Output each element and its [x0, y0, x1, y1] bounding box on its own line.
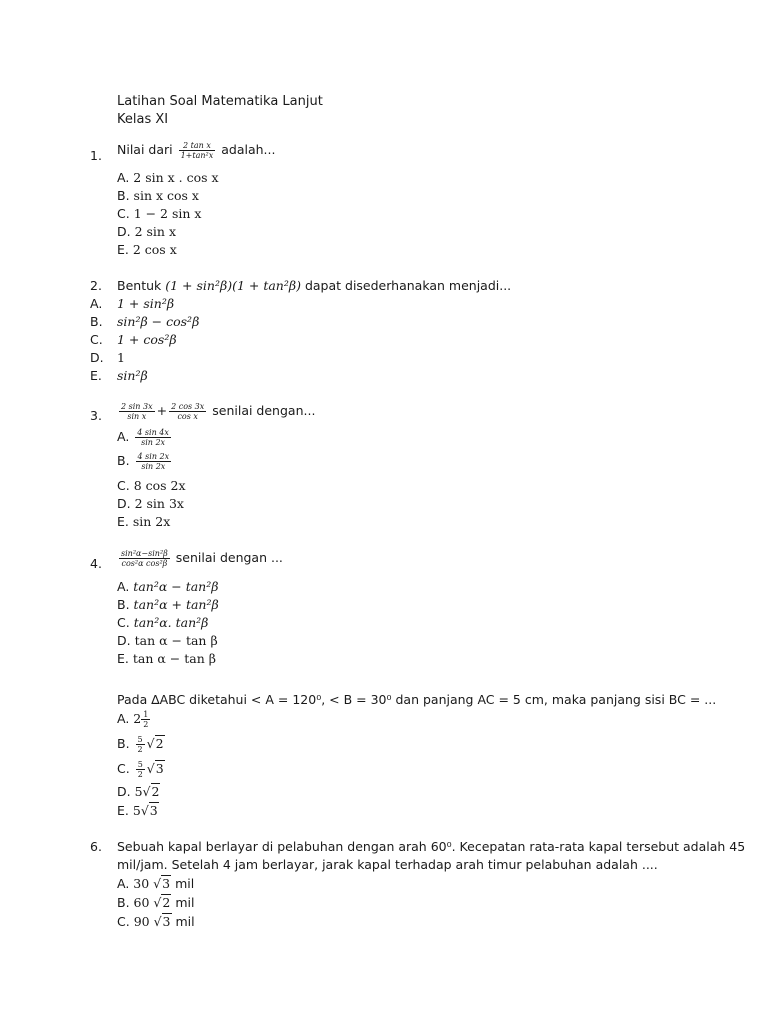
option-fraction: [136, 735, 145, 754]
option-text: tan α − tan β: [132, 651, 216, 666]
q4-option-a[interactable]: [117, 579, 218, 594]
question-1-number: 1.: [90, 148, 102, 163]
fraction-numerator: 2 cos 3x: [171, 402, 205, 411]
q4-option-b[interactable]: [117, 597, 219, 612]
option-label: E.: [117, 514, 129, 529]
q3-option-a[interactable]: [117, 428, 173, 447]
option-text: 2 sin x . cos x: [133, 170, 219, 185]
option-label: A.: [117, 579, 130, 594]
q1-option-b[interactable]: [117, 188, 199, 203]
coefficient: 60: [133, 895, 150, 910]
q4-option-d[interactable]: [117, 633, 218, 648]
question-2-stem: [117, 278, 511, 293]
fraction-numerator: sin²α−sin²β: [121, 549, 168, 558]
radicand: 2: [151, 784, 160, 799]
option-label: A.: [117, 711, 130, 726]
option-label: E.: [117, 651, 129, 666]
option-fraction: [136, 452, 172, 471]
fraction-denominator: cos x: [177, 412, 198, 421]
option-label: B.: [117, 597, 130, 612]
sqrt-symbol: √2: [146, 736, 164, 751]
option-label: A.: [90, 296, 103, 311]
option-label: B.: [117, 453, 130, 468]
q4-option-e[interactable]: [117, 651, 216, 666]
coefficient: 5: [132, 803, 141, 818]
fraction-denominator: 2: [137, 745, 143, 754]
question-3-fraction-2: [169, 402, 206, 421]
q6-option-a[interactable]: [117, 876, 194, 891]
option-text: 8 cos 2x: [133, 478, 186, 493]
fraction-numerator: 5: [137, 760, 143, 769]
fraction-numerator: 5: [137, 735, 143, 744]
option-text: sin²β: [117, 368, 148, 383]
option-label: E.: [90, 368, 102, 383]
q1-option-d[interactable]: [117, 224, 176, 239]
question-1-stem: [117, 141, 275, 160]
q3-option-c[interactable]: [117, 478, 186, 493]
worksheet-title: Latihan Soal Matematika Lanjut: [117, 94, 323, 109]
option-text: 1 − 2 sin x: [133, 206, 202, 221]
plus-sign: +: [156, 403, 168, 418]
option-label: D.: [90, 350, 104, 365]
q4-option-c[interactable]: [117, 615, 208, 630]
radicand: 2: [162, 895, 171, 910]
option-label: A.: [117, 170, 130, 185]
question-4-fraction: [119, 549, 170, 568]
sqrt-symbol: √3: [146, 761, 164, 776]
radicand: 3: [162, 914, 171, 929]
unit: mil: [175, 895, 195, 910]
option-text: 2 cos x: [132, 242, 177, 257]
q5-option-e[interactable]: [117, 803, 159, 818]
sqrt-expression: 90 √3: [133, 914, 171, 929]
option-label: C.: [117, 478, 130, 493]
option-label: C.: [117, 761, 130, 776]
option-label: C.: [117, 914, 130, 929]
question-3-fraction-1: [119, 402, 155, 421]
q6-option-c[interactable]: [117, 914, 195, 929]
question-1-suffix: adalah...: [221, 142, 276, 157]
question-5-stem: Pada ∆ABC diketahui < A = 120⁰, < B = 30⁰ dan panjang AC = 5 cm, maka panjang sisi BC = ...: [117, 692, 717, 707]
question-6-number: 6.: [90, 839, 102, 854]
option-label: B.: [117, 895, 130, 910]
option-label: C.: [117, 206, 130, 221]
option-label: D.: [117, 496, 131, 511]
q5-option-c[interactable]: [117, 760, 165, 779]
option-label: E.: [117, 242, 129, 257]
fraction-denominator: sin 2x: [141, 462, 166, 471]
option-label: C.: [90, 332, 103, 347]
question-4-suffix: senilai dengan ...: [175, 550, 283, 565]
option-fraction: [141, 710, 150, 729]
q2-option-c[interactable]: [90, 332, 177, 347]
option-label: A.: [117, 876, 130, 891]
fraction-denominator: 1+tan²x: [180, 151, 214, 160]
option-label: D.: [117, 784, 131, 799]
q2-option-a[interactable]: [90, 296, 175, 311]
coefficient: 90: [133, 914, 150, 929]
radicand: 3: [149, 803, 158, 818]
unit: mil: [175, 914, 195, 929]
q1-option-e[interactable]: [117, 242, 177, 257]
class-label: Kelas XI: [117, 112, 169, 127]
option-text: sin 2x: [132, 514, 171, 529]
q3-option-e[interactable]: [117, 514, 170, 529]
fraction-denominator: sin x: [127, 412, 147, 421]
coefficient: 30: [133, 876, 150, 891]
option-label: A.: [117, 429, 130, 444]
fraction-denominator: sin 2x: [141, 438, 166, 447]
question-1-prefix: Nilai dari: [117, 142, 173, 157]
fraction-numerator: 4 sin 4x: [137, 428, 169, 437]
sqrt-expression: 30 √3: [133, 876, 171, 891]
fraction-numerator: 1: [143, 710, 149, 719]
option-text: tan²α + tan²β: [133, 597, 219, 612]
sqrt-expression: 60 √2: [133, 895, 171, 910]
question-2-prefix: Bentuk: [117, 278, 162, 293]
fraction-numerator: 2 sin 3x: [121, 402, 153, 411]
option-fraction: [135, 428, 171, 447]
option-label: B.: [117, 736, 130, 751]
option-text: 2 sin x: [134, 224, 177, 239]
q2-option-e[interactable]: [90, 368, 148, 383]
question-4-number: 4.: [90, 556, 102, 571]
option-text: 1 + sin²β: [117, 296, 175, 311]
q5-option-a[interactable]: [117, 710, 152, 729]
q1-option-a[interactable]: [117, 170, 219, 185]
option-text: tan²α. tan²β: [133, 615, 209, 630]
fraction-denominator: 2: [143, 720, 149, 729]
sqrt-expression: 5√3: [132, 803, 158, 818]
coefficient: 5: [134, 784, 143, 799]
option-fraction: [136, 760, 145, 779]
option-label: C.: [117, 615, 130, 630]
unit: mil: [175, 876, 195, 891]
question-2-expression: (1 + sin²β)(1 + tan²β): [165, 278, 301, 293]
option-label: D.: [117, 633, 131, 648]
question-2-suffix: dapat disederhanakan menjadi...: [304, 278, 512, 293]
radicand: 2: [155, 736, 164, 751]
q5-option-b[interactable]: [117, 735, 165, 754]
sqrt-expression: 5√2: [134, 784, 160, 799]
question-3-stem: [117, 402, 315, 421]
q6-option-b[interactable]: [117, 895, 194, 910]
option-text: 2 sin 3x: [134, 496, 184, 511]
q1-option-c[interactable]: [117, 206, 201, 221]
question-6-line-1: Sebuah kapal berlayar di pelabuhan dengan arah 60⁰. Kecepatan rata-rata kapal tersebut adalah 45: [117, 839, 746, 854]
question-6-line-2: mil/jam. Setelah 4 jam berlayar, jarak kapal terhadap arah timur pelabuhan adalah ....: [117, 857, 658, 872]
question-4-stem: [117, 549, 283, 568]
option-text: 1 + cos²β: [117, 332, 177, 347]
mixed-whole: 2: [133, 711, 142, 726]
fraction-numerator: 2 tan x: [179, 141, 216, 151]
question-3-suffix: senilai dengan...: [212, 403, 316, 418]
option-text: tan²α − tan²β: [133, 579, 219, 594]
question-2-number: 2.: [90, 278, 102, 293]
fraction-denominator: 2: [137, 770, 143, 779]
option-label: E.: [117, 803, 129, 818]
q3-option-b[interactable]: [117, 452, 173, 471]
option-text: sin²β − cos²β: [117, 314, 200, 329]
radicand: 3: [155, 761, 164, 776]
option-text: 1: [117, 350, 125, 365]
question-1-fraction: [179, 141, 216, 160]
fraction-denominator: cos²α cos²β: [121, 559, 168, 568]
option-label: B.: [117, 188, 130, 203]
option-text: sin x cos x: [133, 188, 199, 203]
q2-option-d[interactable]: [90, 350, 125, 365]
option-label: B.: [90, 314, 103, 329]
q3-option-d[interactable]: [117, 496, 184, 511]
question-3-number: 3.: [90, 408, 102, 423]
option-text: tan α − tan β: [134, 633, 218, 648]
q5-option-d[interactable]: [117, 784, 160, 799]
fraction-numerator: 4 sin 2x: [137, 452, 170, 461]
option-label: D.: [117, 224, 131, 239]
radicand: 3: [162, 876, 171, 891]
q2-option-b[interactable]: [90, 314, 200, 329]
